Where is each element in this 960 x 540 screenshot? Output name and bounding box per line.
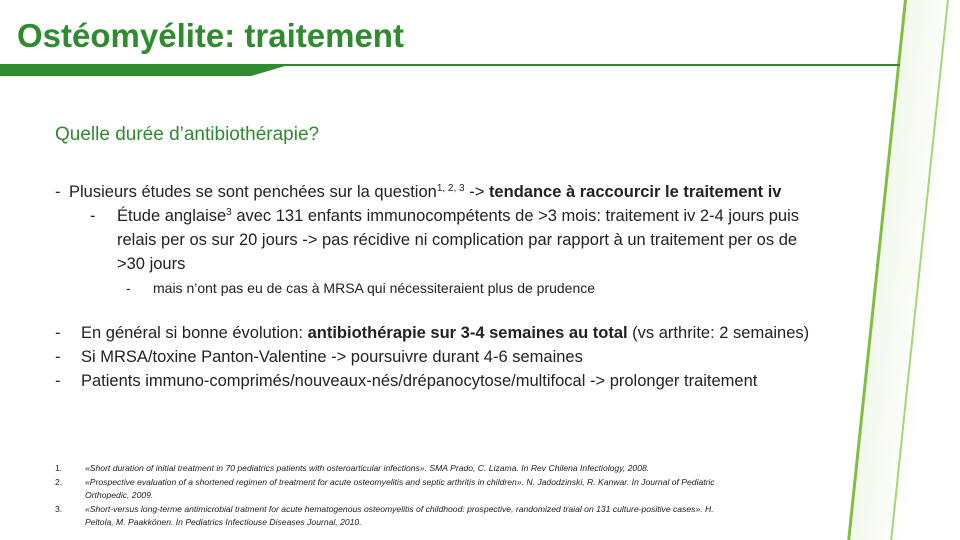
arrow-text: -> [464, 183, 489, 201]
bullet-general-text: En général si bonne évolution: [81, 324, 308, 342]
reference-2-cont: Orthopedic, 2009. [85, 490, 154, 500]
bullet-marker: - [55, 324, 61, 342]
bullet-studies-text: Plusieurs études se sont penchées sur la question [69, 183, 437, 201]
citation-sup: 1, 2, 3 [436, 183, 465, 194]
citation-sup: 3 [226, 207, 232, 218]
bullet-marker: - [55, 372, 61, 390]
section-question: Quelle durée d’antibiothérapie? [55, 124, 320, 145]
bullet-immunocompromised: Patients immuno-comprimés/nouveaux-nés/drépanocytose/multifocal -> prolonger traitement [81, 372, 758, 390]
bullet-marker: - [55, 183, 61, 201]
reference-number: 3. [55, 504, 63, 514]
bullet-studies [69, 180, 781, 204]
title-underline-accent [0, 64, 292, 76]
reference-1: «Short duration of initial treatment in 70 pediatrics patients with osteroarticular infections». SMA Prado, C. Lizama. In Rev Chilena Infectiology, 2008. [85, 463, 650, 473]
bullet-general-bold: antibiothérapie sur 3-4 semaines au total [307, 324, 628, 342]
sub-bullet-line-2: relais per os sur 20 jours -> pas récidive ni complication par rapport à un traitement per os de [117, 231, 798, 249]
sub-bullet-english-study [117, 204, 799, 228]
reference-3-cont: Peltola, M. Paakkönen. In Pediatrics Infectiouse Diseases Journal, 2010. [85, 517, 362, 527]
sub-bullet-text: Étude anglaise [117, 207, 227, 225]
sub-sub-bullet-mrsa: mais n’ont pas eu de cas à MRSA qui nécessiteraient plus de prudence [153, 280, 596, 296]
reference-2: «Prospective evaluation of a shortened regimen of treatment for acute osteomyelitis and septic arthritis in children». N. Jadodzinski, R. Kanwar. In Journal of Pediatric [85, 477, 715, 487]
bullet-marker: - [126, 280, 131, 296]
bullet-mrsa-duration: Si MRSA/toxine Panton-Valentine -> poursuivre durant 4-6 semaines [81, 348, 583, 366]
bullet-studies-bold: tendance à raccourcir le traitement iv [488, 183, 782, 201]
bullet-general-evolution [81, 321, 809, 345]
bullet-marker: - [90, 207, 96, 225]
bullet-marker: - [55, 348, 61, 366]
sub-bullet-text-rest: avec 131 enfants immunocompétents de >3 mois: traitement iv 2-4 jours puis [231, 207, 799, 225]
slide-title: Ostéomyélite: traitement [17, 17, 404, 54]
reference-number: 2. [55, 477, 63, 487]
reference-number: 1. [55, 463, 63, 473]
sub-bullet-line-3: >30 jours [117, 255, 186, 273]
reference-3: «Short-versus long-terme antimicrobial tratment for acute hematogenous osteomyelitis of childhood: prospective, randomized traial on 131 culture-positive cases». H. [85, 504, 714, 514]
bullet-general-post: (vs arthrite: 2 semaines) [627, 324, 810, 342]
